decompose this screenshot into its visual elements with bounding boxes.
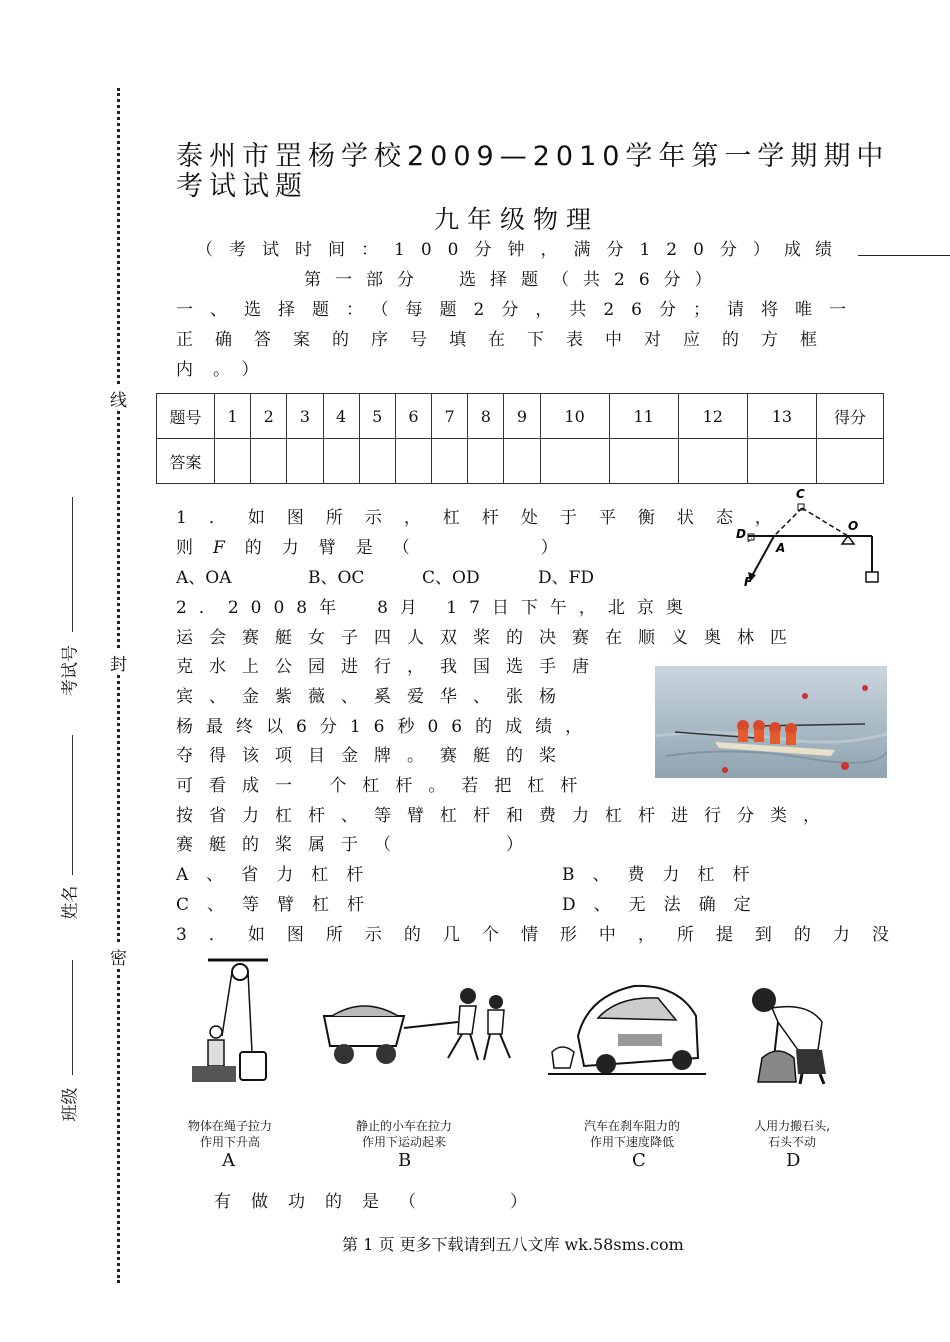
binding-secret-char: 密 bbox=[110, 944, 127, 969]
figure-b-cart bbox=[318, 982, 518, 1072]
caption-a-line1: 物体在绳子拉力 bbox=[187, 1119, 272, 1133]
q2-line4: 宾、金紫薇、奚爱华、张杨 bbox=[176, 687, 572, 707]
question-number-cell: 3 bbox=[287, 394, 323, 439]
caption-b bbox=[344, 1118, 464, 1150]
figure-c-car bbox=[548, 976, 706, 1080]
q1-option-c: C、OD bbox=[422, 568, 480, 588]
answer-cell[interactable] bbox=[540, 439, 609, 484]
label-f: F bbox=[744, 575, 753, 589]
title-line2: 考试试题 bbox=[176, 171, 308, 202]
score-cell[interactable] bbox=[817, 439, 884, 484]
score-blank[interactable] bbox=[858, 255, 950, 256]
figure-a-pulley bbox=[188, 956, 278, 1086]
caption-c-line2: 作用下速度降低 bbox=[589, 1135, 674, 1149]
question-number-cell: 6 bbox=[395, 394, 431, 439]
caption-b-line2: 作用下运动起来 bbox=[361, 1135, 446, 1149]
caption-c-line1: 汽车在刹车阻力的 bbox=[583, 1119, 680, 1133]
answer-cell[interactable] bbox=[287, 439, 323, 484]
question-number-cell: 5 bbox=[359, 394, 395, 439]
question-number-cell: 10 bbox=[540, 394, 609, 439]
caption-c bbox=[572, 1118, 692, 1150]
label-a: A bbox=[776, 541, 786, 555]
q2-line5: 杨最终以6分16秒06的成绩， bbox=[176, 717, 596, 737]
caption-d-line2: 石头不动 bbox=[767, 1135, 816, 1149]
answer-cell[interactable] bbox=[432, 439, 468, 484]
answer-cell[interactable] bbox=[468, 439, 504, 484]
answer-cell[interactable] bbox=[609, 439, 678, 484]
label-c: C bbox=[796, 487, 805, 501]
question-number-cell: 13 bbox=[747, 394, 816, 439]
answer-cell[interactable] bbox=[323, 439, 359, 484]
subtitle: 九年级物理 bbox=[434, 205, 600, 234]
q2-line7: 可看成一 个杠杆。若把杠杆 bbox=[176, 776, 594, 796]
q3-line-end: 有做功的是（ ） bbox=[214, 1192, 547, 1212]
question-number-cell: 8 bbox=[468, 394, 504, 439]
q3-line1: 3．如图所示的几个情形中，所提到的力没 bbox=[176, 925, 911, 945]
caption-a bbox=[180, 1118, 280, 1150]
binding-line-char: 线 bbox=[110, 386, 127, 411]
score-header-cell: 得分 bbox=[817, 394, 884, 439]
letter-a: A bbox=[222, 1150, 235, 1171]
q2-line9: 赛艇的桨属于（ ） bbox=[176, 835, 539, 855]
letter-c: C bbox=[632, 1150, 646, 1171]
instructions-line3: 内。） bbox=[176, 360, 279, 380]
question-number-cell: 7 bbox=[432, 394, 468, 439]
exam-no-blank[interactable] bbox=[72, 497, 73, 632]
page-footer: 第 1 页 更多下载请到五八文库 wk.58sms.com bbox=[342, 1235, 684, 1254]
row-header-answer: 答案 bbox=[157, 439, 215, 484]
q2-line8: 按省力杠杆、等臂杠杆和费力杠杆进行分类， bbox=[176, 806, 836, 826]
q1-line1: 1．如图所示，杠杆处于平衡状态， bbox=[176, 508, 794, 528]
question-number-cell: 4 bbox=[323, 394, 359, 439]
q2-line3: 克水上公园进行，我国选手唐 bbox=[176, 657, 605, 677]
caption-a-line2: 作用下升高 bbox=[199, 1135, 260, 1149]
label-o: O bbox=[848, 519, 859, 533]
name-blank[interactable] bbox=[72, 735, 73, 875]
q2-option-b: B、费力杠杆 bbox=[562, 865, 768, 885]
exam-info: （考试时间：100分钟，满分120分） bbox=[196, 240, 786, 260]
answer-cell[interactable] bbox=[359, 439, 395, 484]
lever-diagram bbox=[730, 484, 890, 590]
q2-option-d: D、无法确定 bbox=[562, 895, 769, 915]
binding-seal-char: 封 bbox=[110, 650, 127, 675]
q1-line2-a: 则 bbox=[176, 538, 213, 558]
question-number-cell: 11 bbox=[609, 394, 678, 439]
class-label: 班级 bbox=[60, 1087, 81, 1122]
instructions-line1: 一、选择题：（每题2分，共26分；请将唯一 bbox=[176, 300, 863, 320]
question-number-cell: 9 bbox=[504, 394, 540, 439]
q2-option-c: C、等臂杠杆 bbox=[176, 895, 383, 915]
answer-cell[interactable] bbox=[678, 439, 747, 484]
answer-cell[interactable] bbox=[395, 439, 431, 484]
answer-cell[interactable] bbox=[504, 439, 540, 484]
q1-option-b: B、OC bbox=[308, 568, 365, 588]
answer-cell[interactable] bbox=[747, 439, 816, 484]
q1-option-a: A、OA bbox=[176, 568, 232, 588]
title-line1: 泰州市罡杨学校2009—2010学年第一学期期中 bbox=[176, 141, 890, 172]
class-blank[interactable] bbox=[72, 960, 73, 1075]
answer-cell[interactable] bbox=[215, 439, 251, 484]
caption-d-line1: 人用力搬石头, bbox=[754, 1119, 830, 1133]
q1-force-symbol: F bbox=[213, 538, 245, 558]
q2-line2: 运会赛艇女子四人双桨的决赛在顺义奥林匹 bbox=[176, 628, 803, 648]
caption-d bbox=[742, 1118, 842, 1150]
score-label: 成绩 bbox=[784, 240, 846, 260]
q2-line1: 2．2008年 8月 17日下午，北京奥 bbox=[176, 598, 695, 618]
q1-line2-b: 的力臂是（ ） bbox=[244, 538, 578, 558]
binding-dotted-line bbox=[117, 88, 120, 1283]
table-row-answers bbox=[157, 439, 884, 484]
table-row-numbers bbox=[157, 394, 884, 439]
question-number-cell: 2 bbox=[251, 394, 287, 439]
rowing-photo bbox=[655, 666, 887, 778]
q2-line6: 夺得该项目金牌。赛艇的桨 bbox=[176, 746, 572, 766]
caption-b-line1: 静止的小车在拉力 bbox=[355, 1119, 452, 1133]
instructions-line2: 正确答案的序号填在下表中对应的方框 bbox=[176, 330, 839, 350]
answer-table bbox=[156, 393, 884, 484]
question-number-cell: 1 bbox=[215, 394, 251, 439]
letter-b: B bbox=[398, 1150, 412, 1171]
letter-d: D bbox=[786, 1150, 801, 1171]
part-one-heading: 第一部分 选择题（共26分） bbox=[304, 270, 726, 290]
exam-no-label: 考试号 bbox=[60, 645, 81, 696]
q1-option-d: D、FD bbox=[538, 568, 595, 588]
question-number-cell: 12 bbox=[678, 394, 747, 439]
name-label: 姓名 bbox=[60, 885, 81, 920]
label-d: D bbox=[736, 527, 746, 541]
figure-d-stone bbox=[738, 978, 848, 1088]
answer-cell[interactable] bbox=[251, 439, 287, 484]
q2-option-a: A、省力杠杆 bbox=[176, 865, 382, 885]
q1-line2 bbox=[176, 533, 578, 558]
row-header-number: 题号 bbox=[157, 394, 215, 439]
